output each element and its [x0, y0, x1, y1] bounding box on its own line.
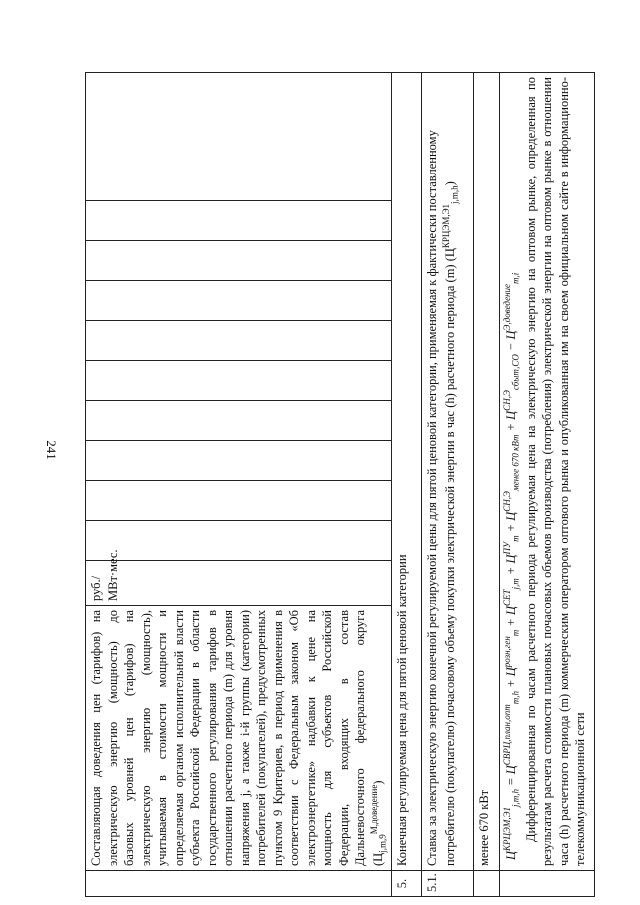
table-row-subrow	[474, 73, 500, 897]
row-description-text: Составляющая доведения цен (тарифов) на электрическую энергию (мощность) до базовых уровней цен (тарифов) на электрическую энергию (мощность), учитываемая в стоимости мощности и определяемая органом исполнительной власти субъекта Российской Федерации в области государственного регулирования тарифов в отношении расчетного периода (m) для уровня напряжения j, а также i-й группы (категории) потребителей (покупателей), предусмотренных пунктом 9 Критериев, в период применения в соответствии с Федеральным законом «Об электроэнергетике» надбавки к цене на мощность для субъектов Российской Федерации, входящих в состав Дальневосточного федерального округа (Ц	[89, 610, 385, 866]
formula-t4: + Ц	[504, 554, 519, 579]
formula-t4-sub: m	[510, 535, 521, 542]
value-cell	[86, 521, 392, 561]
formula-lhs-sup: КРЦЭМ,Э1	[502, 806, 513, 851]
rotated-content	[85, 72, 595, 897]
value-cell	[86, 241, 392, 281]
subrow-number-empty	[474, 871, 500, 897]
formula-t3: + Ц	[504, 605, 519, 630]
formula-number-empty	[500, 871, 595, 897]
formula-t3-sub: j,m	[510, 578, 521, 590]
formula-t2-sub: m	[510, 629, 521, 637]
section-5-1-number: 5.1.	[422, 871, 474, 897]
formula-eq: = Ц	[504, 765, 519, 789]
rotated-page	[85, 72, 595, 897]
formula-t1-sub: m,h	[510, 690, 521, 705]
formula-t6-sup: СН,Э	[502, 390, 513, 411]
formula-t6: + Ц	[504, 410, 519, 435]
formula-superscript: М,доведение	[368, 784, 379, 835]
formula-t4-sup: ПУ	[502, 541, 513, 555]
value-cell	[86, 321, 392, 361]
value-cell	[86, 401, 392, 441]
subrow-label: менее 670 кВт	[474, 73, 500, 871]
formula-t2-sup: розн,ген	[502, 636, 513, 668]
symbol-superscript: КРЦЭМ,Э1	[440, 203, 451, 249]
section-5-1-description	[422, 73, 474, 871]
value-cell	[86, 481, 392, 521]
formula-lhs-sub: j,m,h	[510, 788, 521, 807]
section-5-1-text: Ставка за электрическую энергию конечной регулируемой цены для пятой ценовой категории, применяемая к фактически поставленному потребителю (покупателю) почасовому объему покупки электрической энергии в час (h) расчетного периода (m) (Ц	[425, 130, 457, 866]
value-cell	[86, 201, 392, 241]
value-cell	[86, 281, 392, 321]
formula-line	[502, 77, 523, 866]
formula-t7-sub: m,i	[510, 272, 521, 284]
table-row-section-5	[392, 73, 422, 897]
row-number-empty	[86, 871, 392, 897]
section-5-number: 5.	[392, 871, 422, 897]
formula-cell	[500, 73, 595, 871]
value-cell	[86, 73, 392, 201]
formula-t1-sup: СВРЦ,план,опт	[502, 704, 513, 766]
symbol-subscript: j,m,h	[449, 185, 460, 204]
tariff-table	[85, 72, 595, 897]
formula-t7-sup: Э,доведение	[502, 283, 513, 331]
formula-t5-sub: менее 670 кВт	[510, 434, 521, 492]
table-row-formula	[500, 73, 595, 897]
row-description	[86, 606, 392, 871]
formula-subscript: j,m,9	[377, 834, 388, 853]
section-5-title: Конечная регулируемая цена для пятой ценовой категории	[392, 73, 422, 871]
value-cell	[86, 441, 392, 481]
formula-t7: − Ц	[504, 330, 519, 355]
page-number: 241	[44, 440, 59, 460]
formula-lhs: Ц	[504, 850, 519, 860]
value-cell	[86, 361, 392, 401]
formula-tail: )	[370, 780, 385, 785]
formula-t3-sup: СЕТ	[502, 589, 513, 606]
formula-t2: + Ц	[504, 667, 519, 691]
table-row-section-5-1	[422, 73, 474, 897]
unit-cell: руб./МВт·мес.	[86, 561, 392, 606]
formula-t6-sub: сбыт,СО	[510, 354, 521, 391]
table-row-continuation	[86, 73, 392, 897]
section-5-1-tail: )	[442, 181, 457, 186]
formula-explanation: Дифференцированная по часам расчетного периода регулируемая цена на электрическую энергию на оптовом рынке, определенная по результатам расчета стоимости плановых почасовых объемов производства (потребления) электрической энергии на оптовом рынке в отношении часа (h) расчетного периода (m) коммерческим оператором оптового рынка и опубликованная им на своем официальном сайте в информационно-телекоммуникационной сети	[523, 77, 588, 866]
formula-t5: + Ц	[504, 511, 519, 536]
formula-t5-sup: СН,Э	[502, 491, 513, 512]
